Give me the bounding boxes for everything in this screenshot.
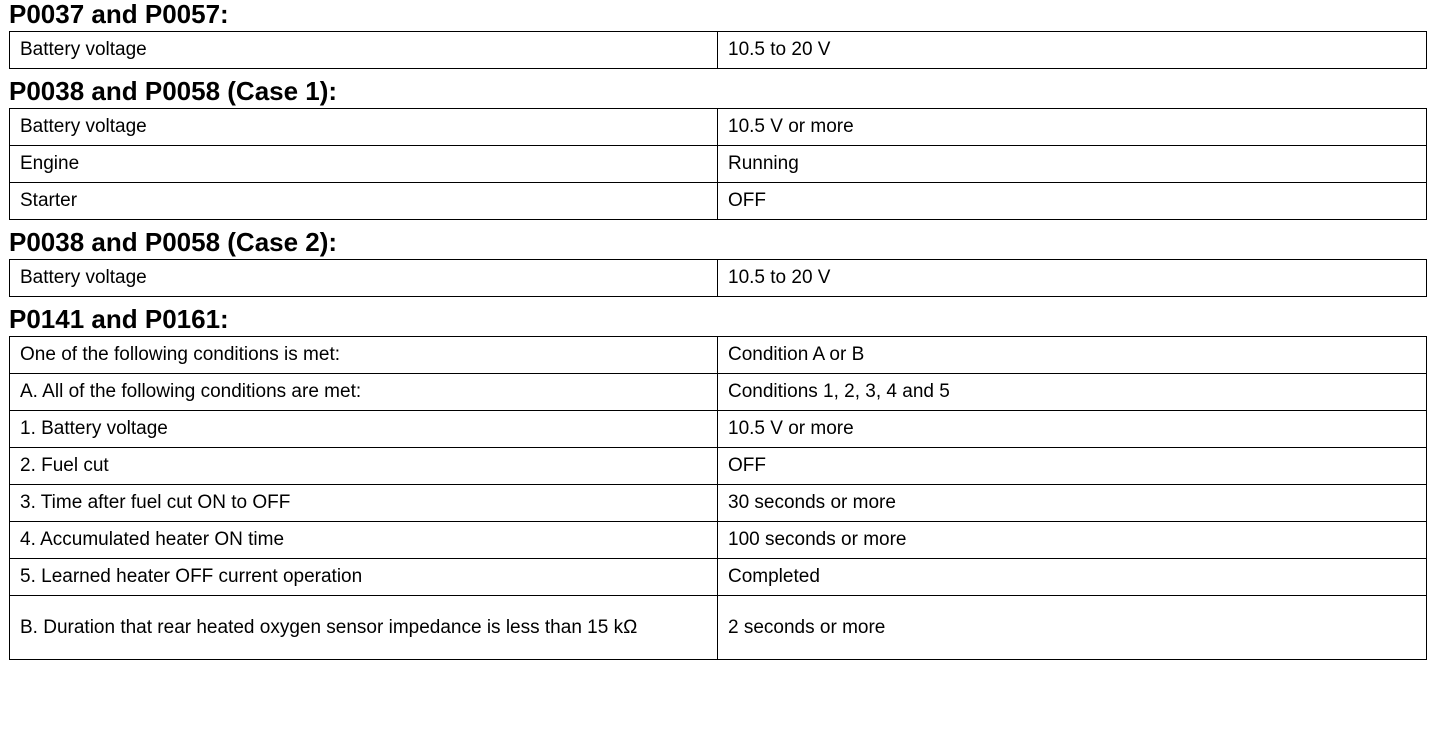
condition-item: Battery voltage — [10, 260, 718, 297]
table-row — [10, 596, 1427, 660]
condition-item: 1. Battery voltage — [10, 411, 718, 448]
section-title: P0141 and P0161: — [9, 304, 229, 334]
table-row — [10, 183, 1427, 220]
condition-value: OFF — [718, 448, 1427, 485]
condition-item: 5. Learned heater OFF current operation — [10, 559, 718, 596]
section-title: P0038 and P0058 (Case 2): — [9, 227, 338, 257]
condition-value: Running — [718, 146, 1427, 183]
condition-item: A. All of the following conditions are met: — [10, 374, 718, 411]
condition-item: 2. Fuel cut — [10, 448, 718, 485]
condition-value: OFF — [718, 183, 1427, 220]
table-row — [10, 522, 1427, 559]
section-title: P0038 and P0058 (Case 1): — [9, 76, 338, 106]
section-p0037-p0057 — [9, 0, 1426, 69]
condition-value: Condition A or B — [718, 337, 1427, 374]
condition-value: 100 seconds or more — [718, 522, 1427, 559]
condition-item: Engine — [10, 146, 718, 183]
condition-value: Conditions 1, 2, 3, 4 and 5 — [718, 374, 1427, 411]
condition-item: 3. Time after fuel cut ON to OFF — [10, 485, 718, 522]
table-row — [10, 260, 1427, 297]
condition-item: Battery voltage — [10, 109, 718, 146]
table-row — [10, 32, 1427, 69]
table-row — [10, 411, 1427, 448]
table-row — [10, 146, 1427, 183]
condition-item: 4. Accumulated heater ON time — [10, 522, 718, 559]
condition-item: B. Duration that rear heated oxygen sensor impedance is less than 15 kΩ — [10, 596, 718, 660]
conditions-table — [9, 336, 1427, 660]
condition-item: Starter — [10, 183, 718, 220]
table-row — [10, 485, 1427, 522]
condition-value: 10.5 to 20 V — [718, 260, 1427, 297]
table-row — [10, 337, 1427, 374]
condition-value: 30 seconds or more — [718, 485, 1427, 522]
condition-value: Completed — [718, 559, 1427, 596]
table-row — [10, 374, 1427, 411]
table-row — [10, 559, 1427, 596]
conditions-table — [9, 31, 1427, 69]
condition-value: 2 seconds or more — [718, 596, 1427, 660]
table-row — [10, 109, 1427, 146]
conditions-table — [9, 108, 1427, 220]
condition-value: 10.5 to 20 V — [718, 32, 1427, 69]
condition-item: One of the following conditions is met: — [10, 337, 718, 374]
section-title: P0037 and P0057: — [9, 0, 229, 29]
section-p0141-p0161 — [9, 305, 1426, 660]
condition-value: 10.5 V or more — [718, 411, 1427, 448]
conditions-table — [9, 259, 1427, 297]
section-p0038-p0058-case-2 — [9, 228, 1426, 297]
condition-value: 10.5 V or more — [718, 109, 1427, 146]
condition-item: Battery voltage — [10, 32, 718, 69]
table-row — [10, 448, 1427, 485]
section-p0038-p0058-case-1 — [9, 77, 1426, 220]
document-page — [9, 0, 1426, 660]
